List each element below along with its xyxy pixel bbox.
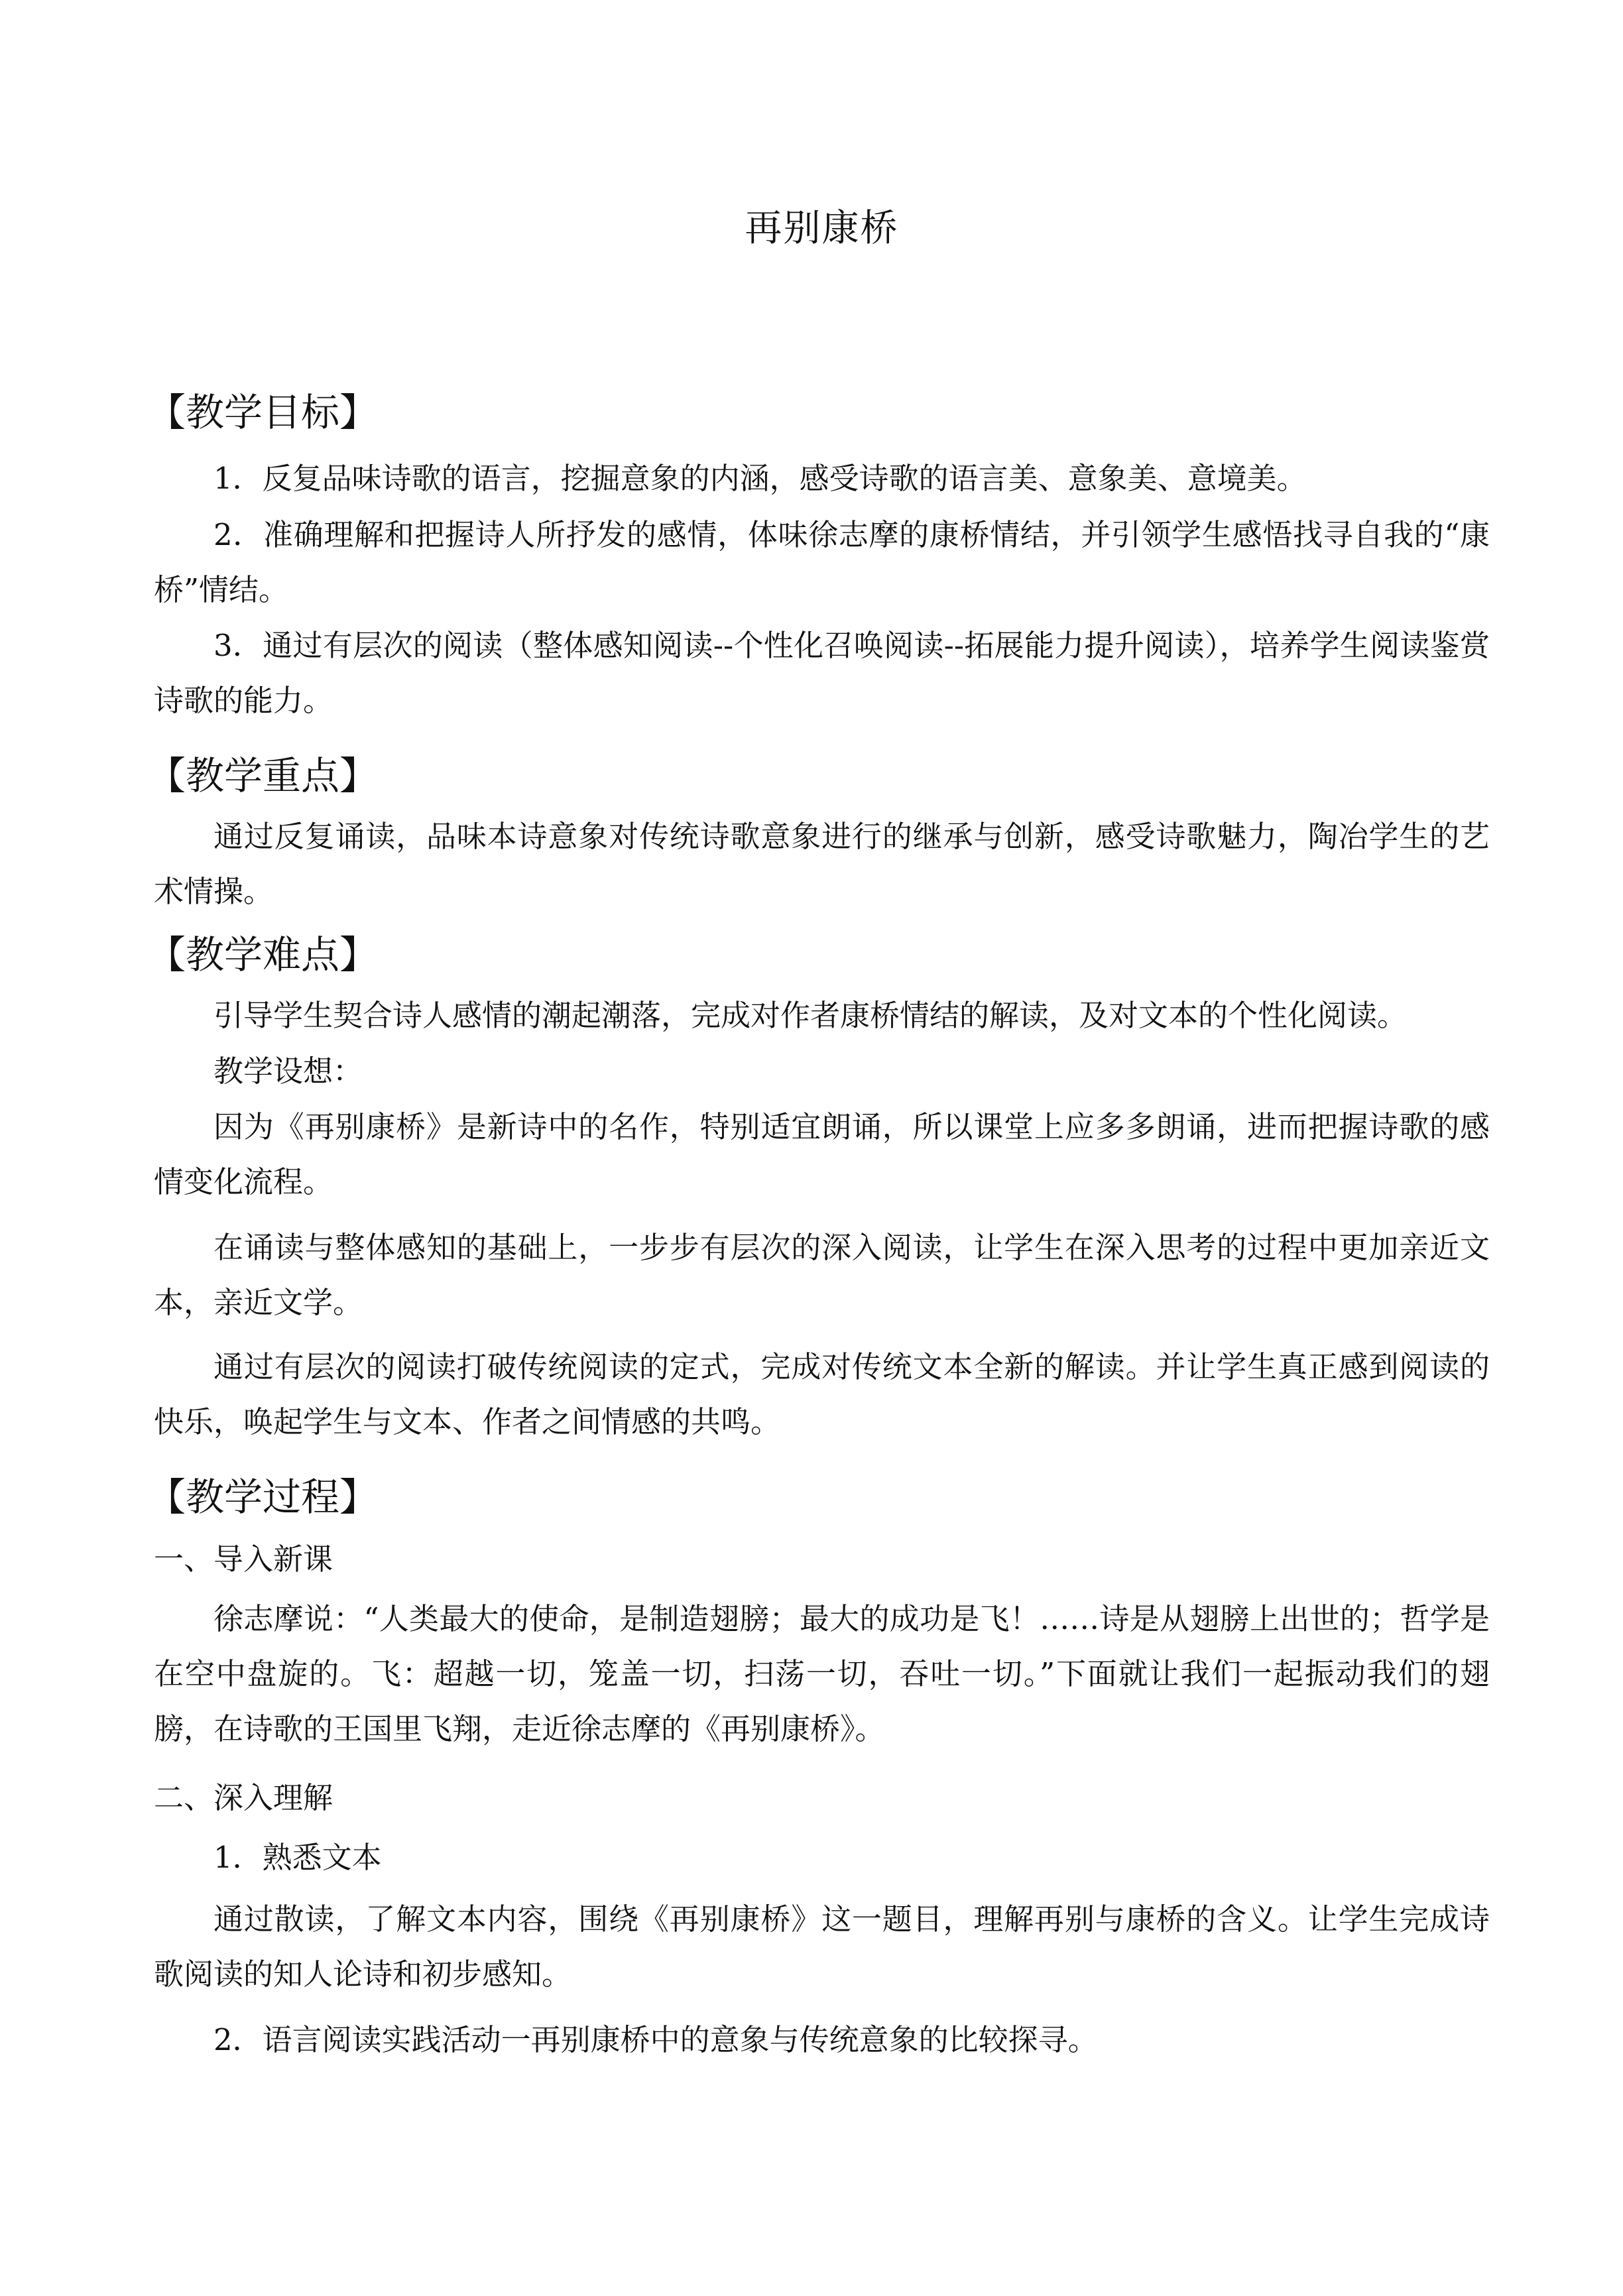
process-step-1-text: 通过散读，了解文本内容，围绕《再别康桥》这一题目，理解再别与康桥的含义。让学生完成诗歌阅读的知人论诗和初步感知。 [154, 1902, 1490, 1992]
process-step-2-title: 2．语言阅读实践活动一再别康桥中的意象与传统意象的比较探寻。 [213, 2022, 1098, 2057]
objective-item-2: 2．准确理解和把握诗人所抒发的感情，体味徐志摩的康桥情结，并引领学生感悟找寻自我的“康桥”情结。 [154, 517, 1490, 607]
process-part-1-text: 徐志摩说：“人类最大的使命，是制造翅膀；最大的成功是飞！……诗是从翅膀上出世的；哲学是在空中盘旋的。飞：超越一切，笼盖一切，扫荡一切，吞吐一切。”下面就让我们一起振动我们的翅膀，在诗歌的王国里飞翔，走近徐志摩的《再别康桥》。 [154, 1601, 1490, 1746]
objective-item-3: 3．通过有层次的阅读（整体感知阅读--个性化召唤阅读--拓展能力提升阅读），培养学生阅读鉴赏诗歌的能力。 [154, 628, 1490, 718]
heading-process: 【教学过程】 [147, 1475, 379, 1520]
process-part-2-title: 二、深入理解 [154, 1780, 333, 1815]
heading-objectives: 【教学目标】 [147, 390, 379, 435]
objective-item-1: 1．反复品味诗歌的语言，挖掘意象的内涵，感受诗歌的语言美、意象美、意境美。 [213, 461, 1307, 496]
heading-difficulties: 【教学难点】 [147, 932, 379, 977]
process-step-1-title: 1．熟悉文本 [213, 1840, 382, 1875]
process-part-1-title: 一、导入新课 [154, 1541, 333, 1577]
teaching-idea-3: 通过有层次的阅读打破传统阅读的定式，完成对传统文本全新的解读。并让学生真正感到阅读的快乐，唤起学生与文本、作者之间情感的共鸣。 [154, 1349, 1490, 1439]
page-title: 再别康桥 [745, 207, 899, 250]
teaching-idea-1: 因为《再别康桥》是新诗中的名作，特别适宜朗诵，所以课堂上应多多朗诵，进而把握诗歌的感情变化流程。 [154, 1109, 1490, 1199]
teaching-idea-2: 在诵读与整体感知的基础上，一步步有层次的深入阅读，让学生在深入思考的过程中更加亲近文本，亲近文学。 [154, 1230, 1490, 1320]
difficulties-text: 引导学生契合诗人感情的潮起潮落，完成对作者康桥情结的解读，及对文本的个性化阅读。 [213, 998, 1408, 1033]
key-points-text: 通过反复诵读，品味本诗意象对传统诗歌意象进行的继承与创新，感受诗歌魅力，陶冶学生的艺术情操。 [154, 819, 1490, 909]
document-page [147, 0, 1490, 2296]
heading-key-points: 【教学重点】 [147, 753, 379, 798]
teaching-idea-label: 教学设想： [213, 1054, 363, 1089]
